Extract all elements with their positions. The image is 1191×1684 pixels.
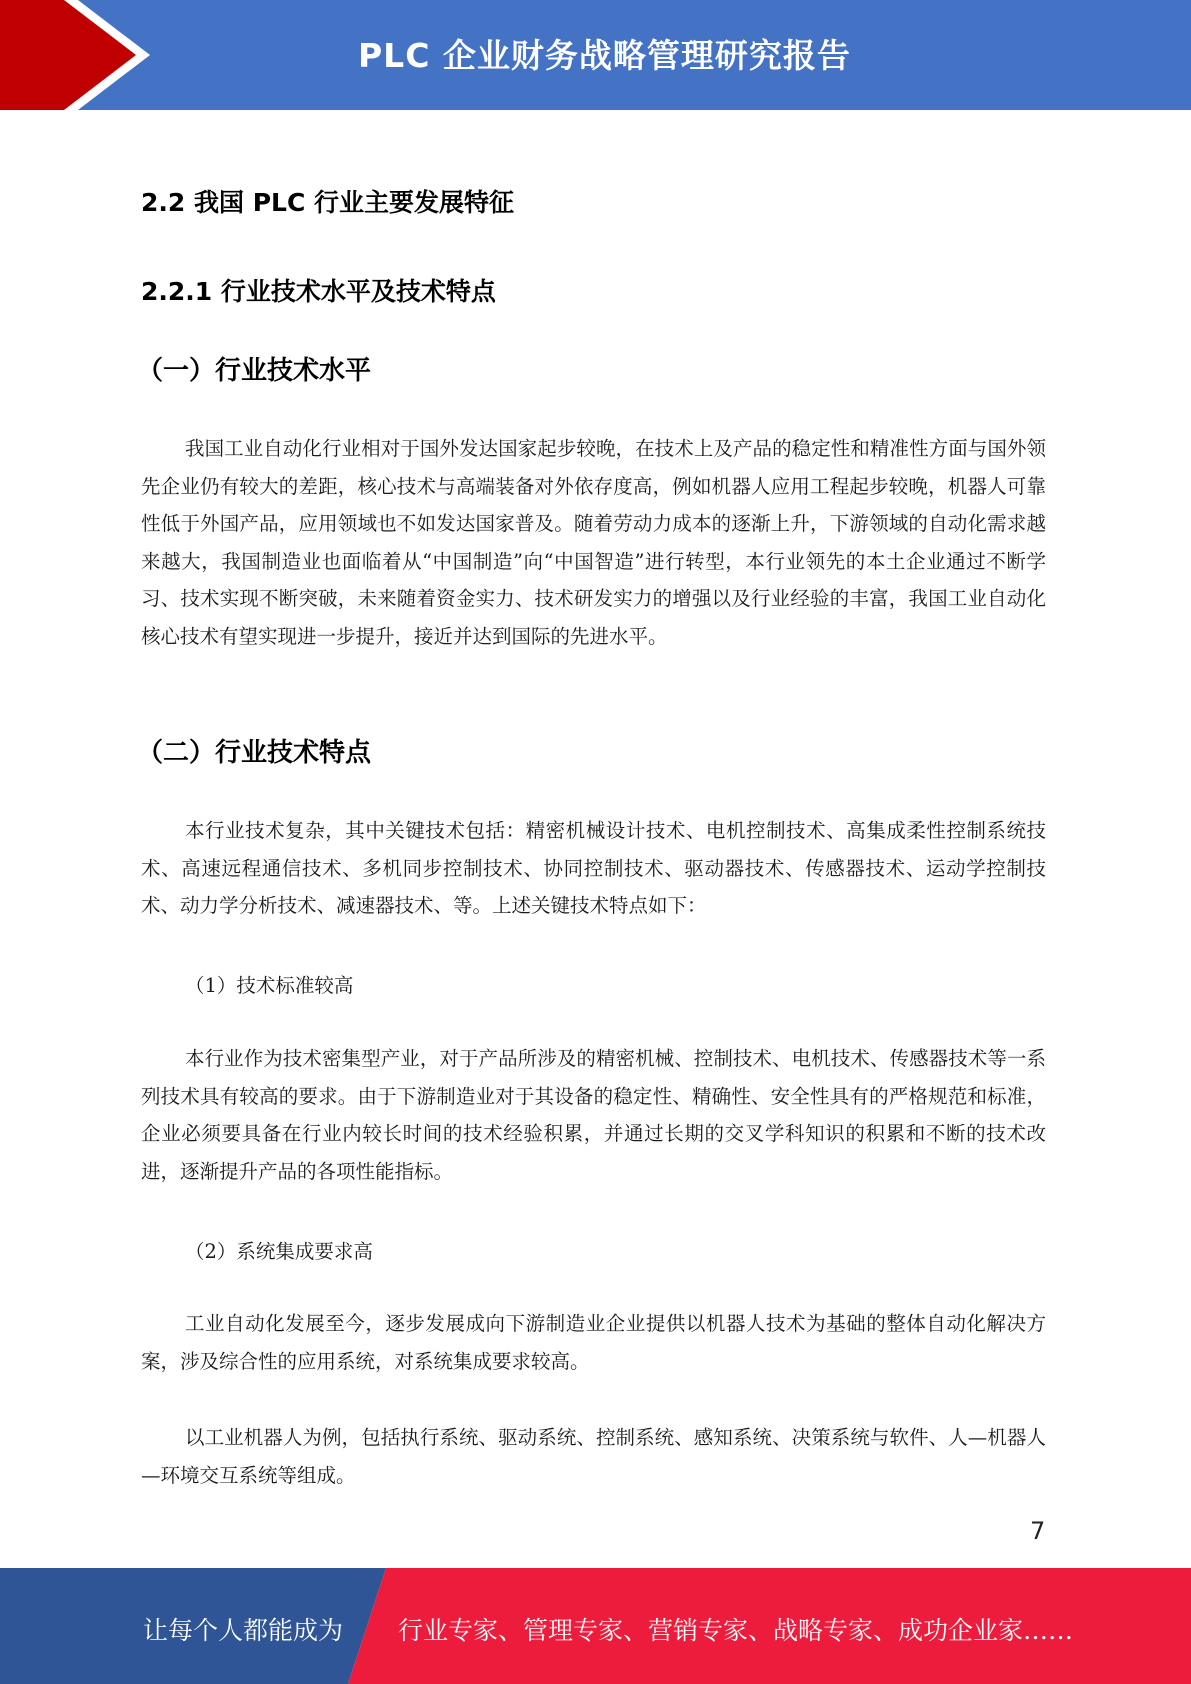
section-heading: 2.2 我国 PLC 行业主要发展特征 [141,188,514,217]
part2-heading: （二）行业技术特点 [137,738,372,768]
page-header [0,0,1191,110]
item2-title: （2）系统集成要求高 [185,1240,373,1263]
footer-slogan-right: 行业专家、管理专家、营销专家、战略专家、成功企业家…… [398,1616,1074,1645]
item2-paragraph-1: 工业自动化发展至今，逐步发展成向下游制造业企业提供以机器人技术为基础的整体自动化解决方案，涉及综合性的应用系统，对系统集成要求较高。 [141,1312,1046,1373]
part2-intro-paragraph: 本行业技术复杂，其中关键技术包括：精密机械设计技术、电机控制技术、高集成柔性控制系统技术、高速远程通信技术、多机同步控制技术、协同控制技术、驱动器技术、传感器技术、运动学控制技术、动力学分析技术、减速器技术、等。上述关键技术特点如下： [141,819,1046,917]
page-number: 7 [1030,1517,1046,1545]
part1-paragraph: 我国工业自动化行业相对于国外发达国家起步较晚，在技术上及产品的稳定性和精准性方面与国外领先企业仍有较大的差距，核心技术与高端装备对外依存度高，例如机器人应用工程起步较晚，机器人可靠性低于外国产品，应用领域也不如发达国家普及。随着劳动力成本的逐渐上升，下游领域的自动化需求越来越大，我国制造业也面临着从“中国制造”向“中国智造”进行转型，本行业领先的本土企业通过不断学习、技术实现不断突破，未来随着资金实力、技术研发实力的增强以及行业经验的丰富，我国工业自动化核心技术有望实现进一步提升，接近并达到国际的先进水平。 [141,437,1046,648]
item2-paragraph-2: 以工业机器人为例，包括执行系统、驱动系统、控制系统、感知系统、决策系统与软件、人—机器人—环境交互系统等组成。 [141,1426,1046,1487]
report-title: PLC 企业财务战略管理研究报告 [358,36,851,75]
subsection-heading: 2.2.1 行业技术水平及技术特点 [141,277,496,306]
footer-slogan-left: 让每个人都能成为 [143,1616,344,1645]
page-footer [0,1568,1191,1684]
item1-title: （1）技术标准较高 [185,974,354,997]
item1-paragraph: 本行业作为技术密集型产业，对于产品所涉及的精密机械、控制技术、电机技术、传感器技术等一系列技术具有较高的要求。由于下游制造业对于其设备的稳定性、精确性、安全性具有的严格规范和标准，企业必须要具备在行业内较长时间的技术经验积累，并通过长期的交叉学科知识的积累和不断的技术改进，逐渐提升产品的各项性能指标。 [141,1047,1046,1183]
part1-heading: （一）行业技术水平 [137,356,372,386]
